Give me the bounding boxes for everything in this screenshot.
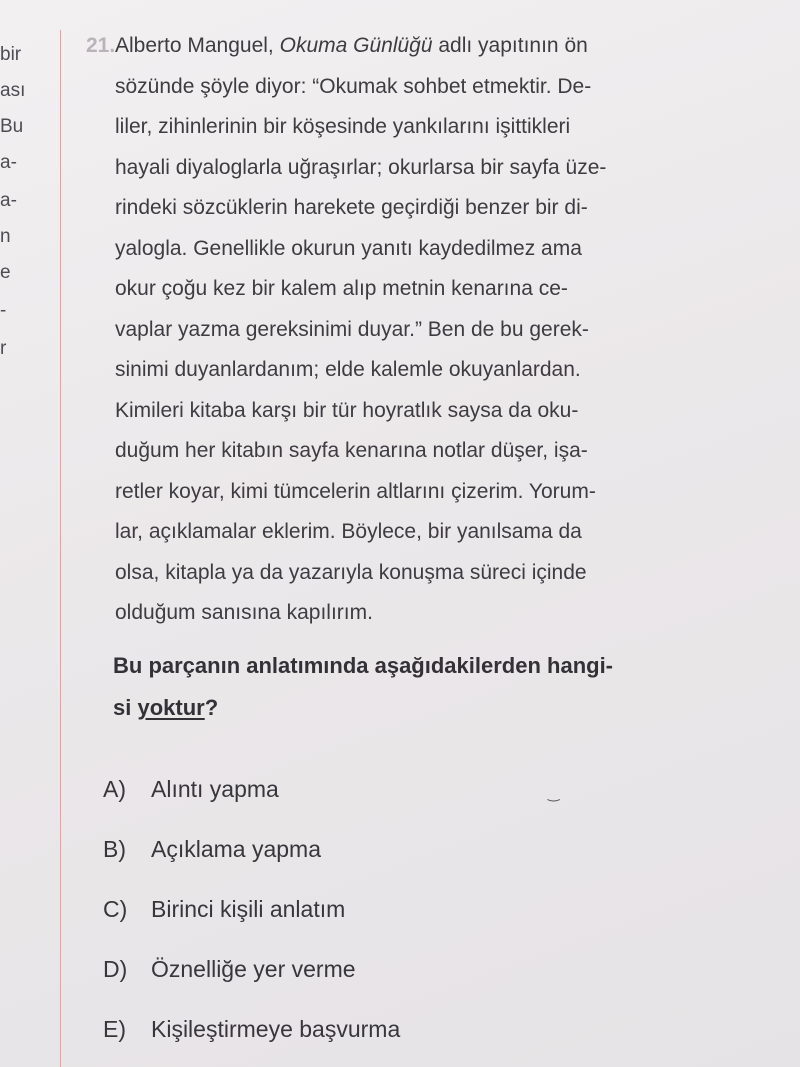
option-letter: D)	[103, 956, 128, 982]
book-title: Okuma Günlüğü	[279, 34, 433, 57]
question-number: 21.	[86, 34, 116, 57]
question-passage	[115, 26, 735, 634]
column-divider	[60, 30, 61, 1067]
margin-fragment: r	[0, 338, 7, 359]
passage-line: lar, açıklamalar eklerim. Böylece, bir yanılsama da	[115, 520, 582, 543]
margin-fragment: Bu	[0, 116, 24, 137]
previous-column-fragments	[0, 0, 52, 420]
pencil-mark: ‿	[548, 785, 560, 801]
option-text: Kişileştirmeye başvurma	[151, 1016, 401, 1042]
option-text: Birinci kişili anlatım	[151, 896, 346, 922]
passage-line: olsa, kitapla ya da yazarıyla konuşma süreci içinde	[115, 560, 587, 584]
option-letter: C)	[103, 896, 128, 922]
option-a[interactable]	[103, 776, 703, 836]
option-b[interactable]	[103, 836, 703, 896]
margin-fragment: n	[0, 226, 11, 247]
margin-fragment: a-	[0, 152, 17, 173]
option-c[interactable]	[103, 896, 703, 956]
passage-line: olduğum sanısına kapılırım.	[115, 601, 373, 624]
margin-fragment: bir	[0, 44, 22, 65]
option-text: Öznelliğe yer verme	[151, 956, 356, 982]
passage-line: retler koyar, kimi tümcelerin altlarını çizerim. Yorum-	[115, 479, 596, 503]
answer-options	[103, 776, 703, 1067]
passage-line: duğum her kitabın sayfa kenarına notlar düşer, işa-	[115, 439, 588, 462]
margin-fragment: ası	[0, 80, 26, 101]
passage-line: sinimi duyanlardanım; elde kalemle okuyanlardan.	[115, 358, 581, 381]
passage-line: vaplar yazma gereksinimi duyar.” Ben de bu gerek-	[115, 317, 589, 341]
option-letter: A)	[103, 776, 126, 802]
option-letter: B)	[103, 836, 126, 862]
passage-line: rindeki sözcüklerin harekete geçirdiği benzer bir di-	[115, 196, 588, 219]
passage-line: hayali diyaloglarla uğraşırlar; okurlarsa bir sayfa üze-	[115, 155, 607, 179]
margin-fragment: e	[0, 262, 11, 283]
stem-line-2: si yoktur?	[113, 695, 219, 720]
option-e[interactable]	[103, 1016, 703, 1067]
passage-line: Alberto Manguel, Okuma Günlüğü adlı yapıtının ön	[115, 34, 588, 57]
margin-fragment: a-	[0, 190, 17, 211]
passage-line: yalogla. Genellikle okurun yanıtı kaydedilmez ama	[115, 236, 582, 260]
stem-line-1: Bu parçanın anlatımında aşağıdakilerden hangi-	[113, 653, 614, 678]
option-text: Alıntı yapma	[151, 776, 279, 802]
passage-line: Kimileri kitaba karşı bir tür hoyratlık saysa da oku-	[115, 398, 579, 422]
passage-line: sözünde şöyle diyor: “Okumak sohbet etmektir. De-	[115, 74, 592, 98]
passage-line: okur çoğu kez bir kalem alıp metnin kenarına ce-	[115, 277, 568, 300]
negation-keyword: yoktur	[137, 695, 205, 720]
option-text: Açıklama yapma	[151, 836, 322, 862]
option-letter: E)	[103, 1016, 126, 1042]
margin-fragment: -	[0, 300, 7, 321]
question-stem	[113, 645, 773, 729]
passage-line: liler, zihinlerinin bir köşesinde yankılarını işittikleri	[115, 115, 571, 138]
option-d[interactable]	[103, 956, 703, 1016]
